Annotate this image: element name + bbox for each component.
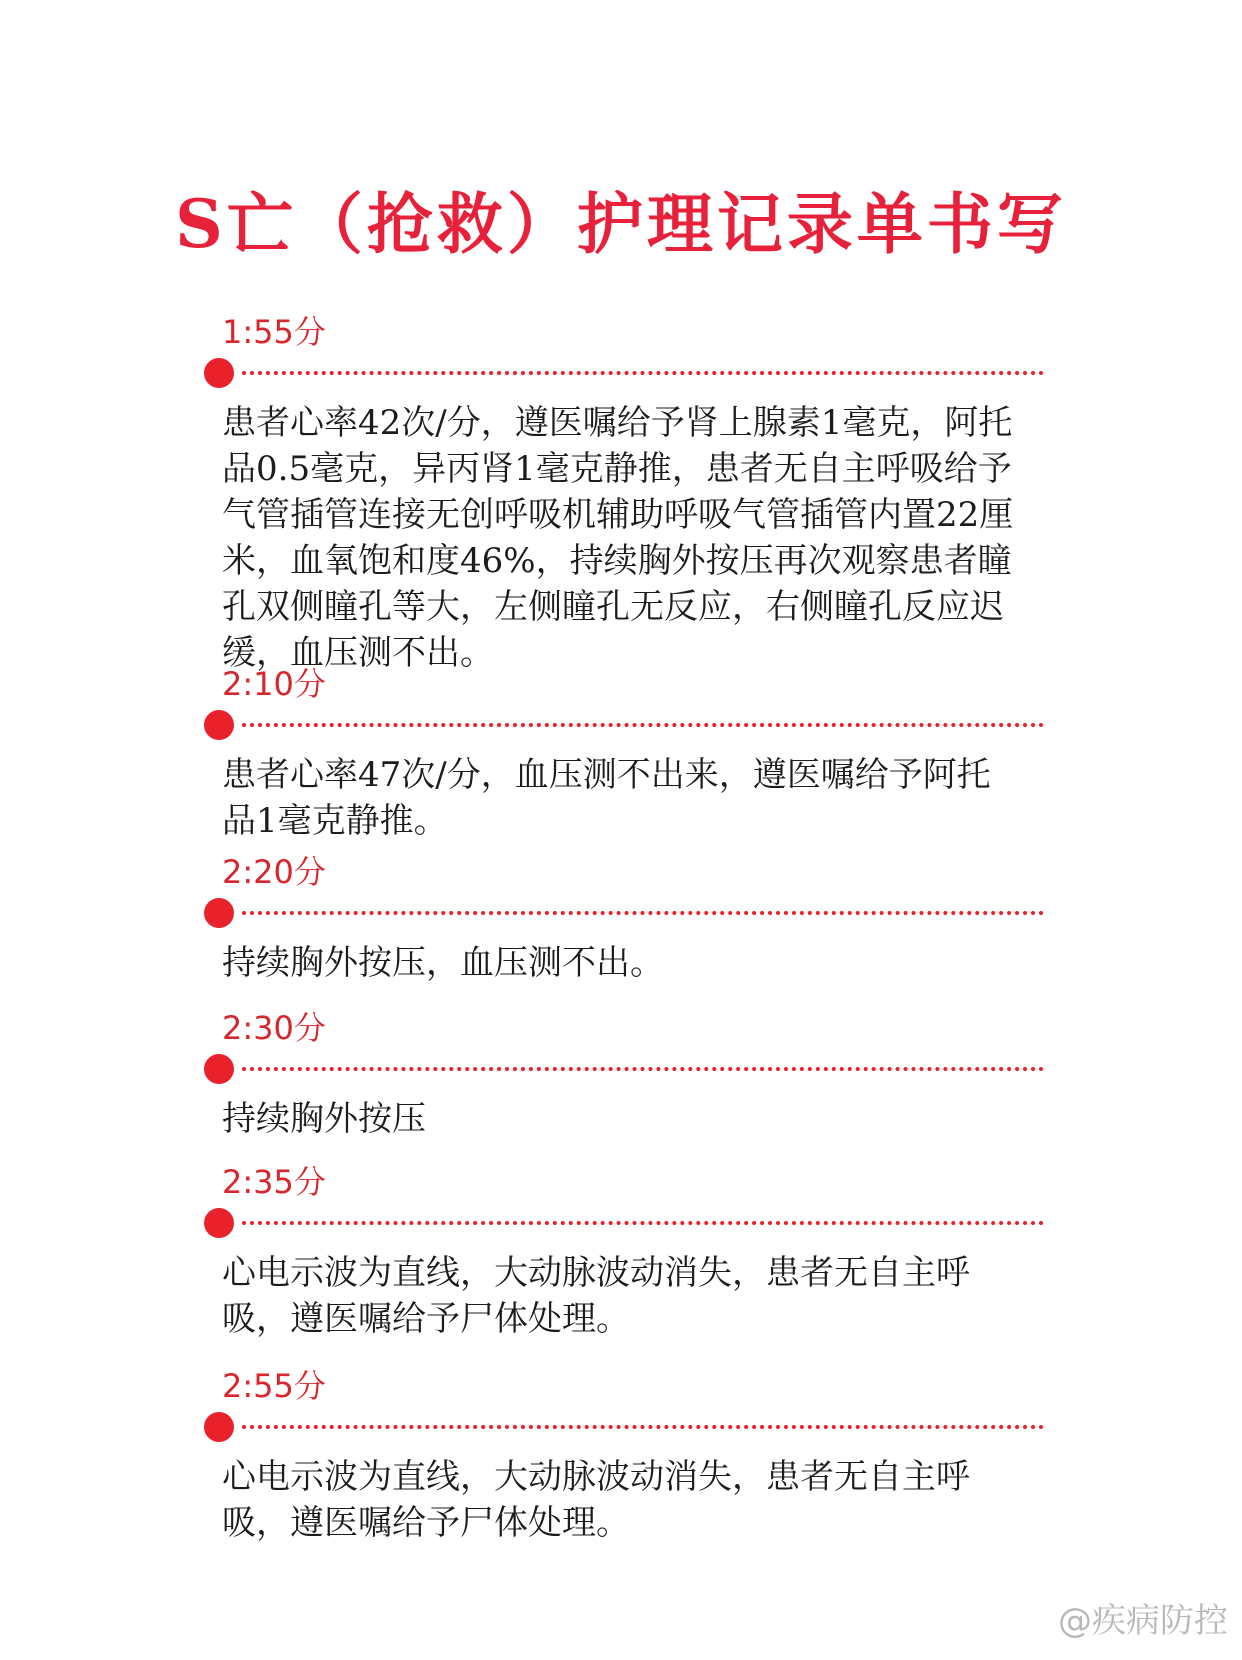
dotted-line xyxy=(242,371,1044,375)
timeline-divider xyxy=(204,1054,1044,1084)
dotted-line xyxy=(242,1425,1044,1429)
entry-time: 2:55分 xyxy=(222,1367,326,1405)
entry-time: 2:30分 xyxy=(222,1009,326,1047)
timeline-dot-icon xyxy=(204,1412,234,1442)
timeline-divider xyxy=(204,898,1044,928)
dotted-line xyxy=(242,1067,1044,1071)
timeline-divider xyxy=(204,1208,1044,1238)
entry-time: 2:10分 xyxy=(222,665,326,703)
page-title: S亡（抢救）护理记录单书写 xyxy=(175,185,1067,263)
timeline-dot-icon xyxy=(204,1208,234,1238)
timeline-dot-icon xyxy=(204,710,234,740)
timeline-dot-icon xyxy=(204,898,234,928)
entry-text: 患者心率42次/分，遵医嘱给予肾上腺素1毫克，阿托品0.5毫克，异丙肾1毫克静推，患者无自主呼吸给予气管插管连接无创呼吸机辅助呼吸气管插管内置22厘米，血氧饱和度46%，持续胸外按压再次观察患者瞳孔双侧瞳孔等大，左侧瞳孔无反应，右侧瞳孔反应迟缓，血压测不出。 xyxy=(222,403,1014,673)
entry-text: 持续胸外按压，血压测不出。 xyxy=(222,943,664,983)
dotted-line xyxy=(242,1221,1044,1225)
dotted-line xyxy=(242,723,1044,727)
entry-time: 2:35分 xyxy=(222,1163,326,1201)
timeline-divider xyxy=(204,358,1044,388)
dotted-line xyxy=(242,911,1044,915)
timeline-dot-icon xyxy=(204,1054,234,1084)
timeline-divider xyxy=(204,1412,1044,1442)
watermark: @疾病防控 xyxy=(1058,1601,1228,1641)
entry-time: 2:20分 xyxy=(222,853,326,891)
timeline-divider xyxy=(204,710,1044,740)
entry-text: 心电示波为直线，大动脉波动消失，患者无自主呼吸，遵医嘱给予尸体处理。 xyxy=(222,1253,970,1339)
entry-text: 心电示波为直线，大动脉波动消失，患者无自主呼吸，遵医嘱给予尸体处理。 xyxy=(222,1457,970,1543)
entry-text: 患者心率47次/分，血压测不出来，遵医嘱给予阿托品1毫克静推。 xyxy=(222,755,991,841)
entry-time: 1:55分 xyxy=(222,313,326,351)
timeline-dot-icon xyxy=(204,358,234,388)
entry-text: 持续胸外按压 xyxy=(222,1099,426,1139)
